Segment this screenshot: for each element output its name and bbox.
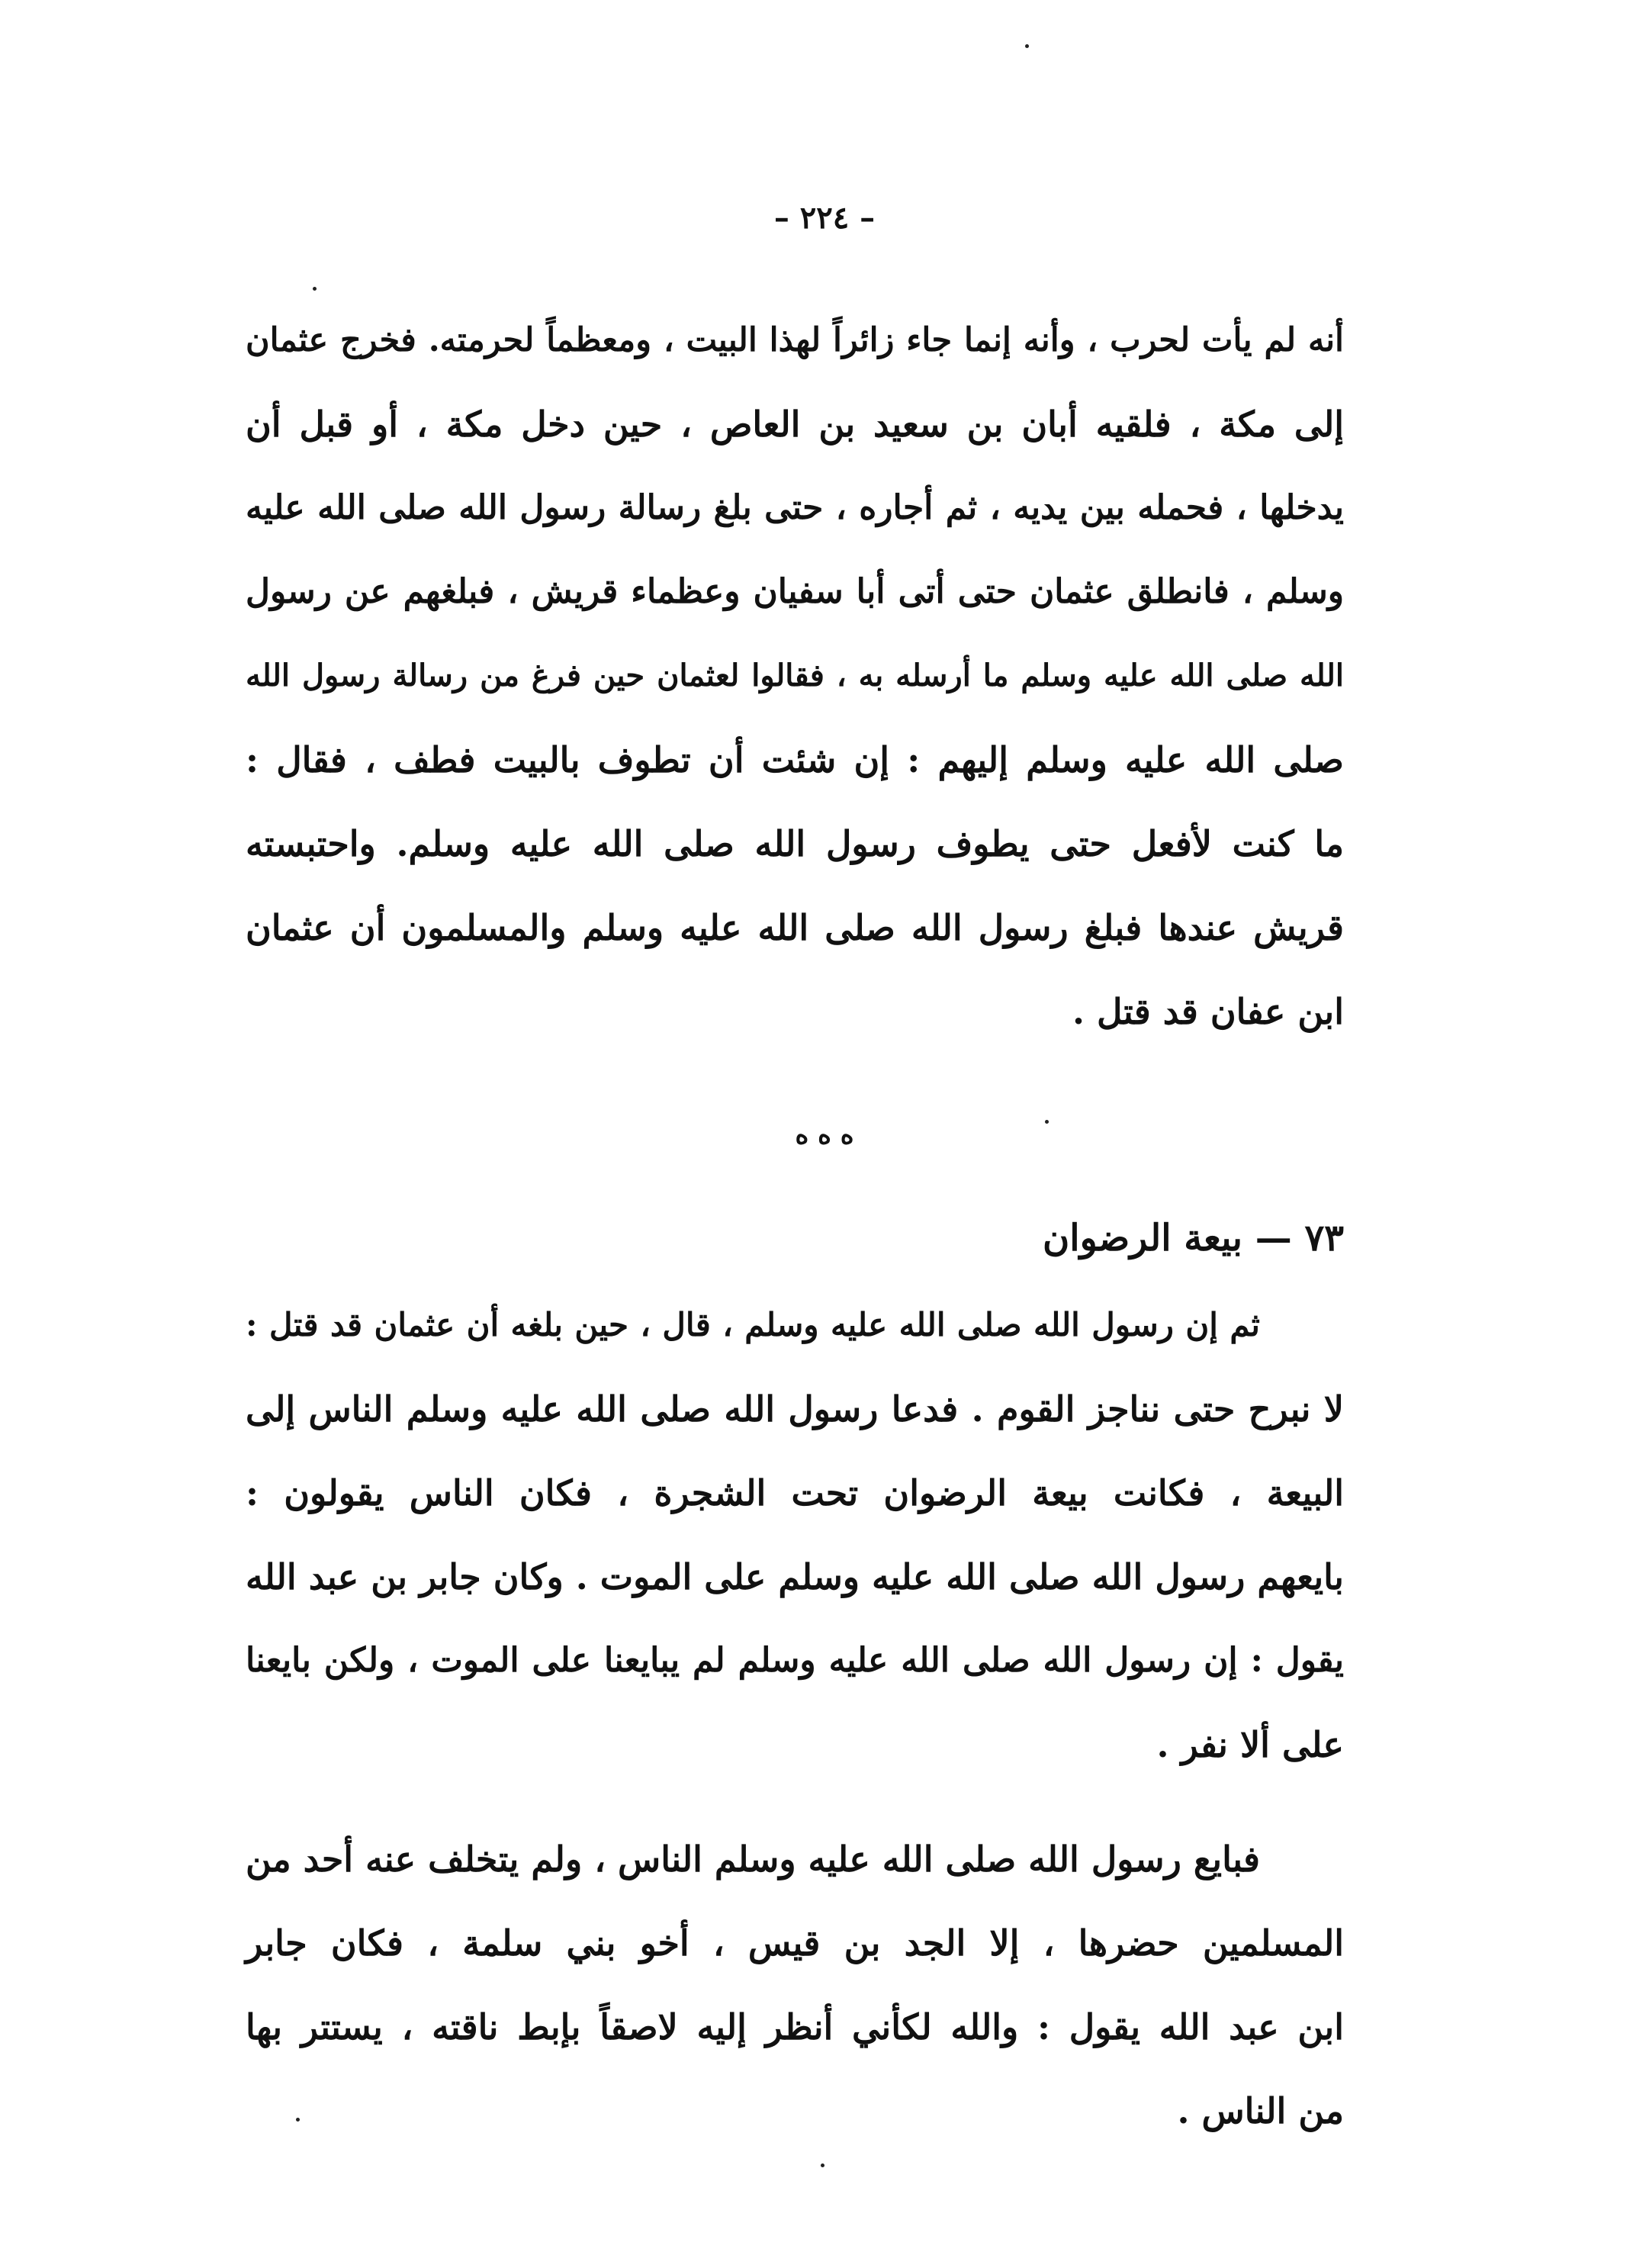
page-number: – ٢٢٤ – [773,200,876,236]
section-separator: ﻩ ﻩ ﻩ [795,1120,854,1150]
text-line: بايعهم رسول الله صلى الله عليه وسلم على الموت . وكان جابر بن عبد الله [246,1556,1344,1597]
scan-speck [1025,44,1029,48]
text-line: على ألا نفر . [1156,1724,1344,1765]
text-line: ما كنت لأفعل حتى يطوف رسول الله صلى الله عليه وسلم. واحتبسته [246,823,1344,864]
text-line: المسلمين حضرها ، إلا الجد بن قيس ، أخو بني سلمة ، فكان جابر [246,1922,1344,1964]
text-line: صلى الله عليه وسلم إليهم : إن شئت أن تطوف بالبيت فطف ، فقال : [246,739,1344,780]
text-line: ثم إن رسول الله صلى الله عليه وسلم ، قال ، حين بلغه أن عثمان قد قتل : [246,1306,1260,1343]
text-line: فبايع رسول الله صلى الله عليه وسلم الناس ، ولم يتخلف عنه أحد من [246,1839,1260,1880]
text-line: الله صلى الله عليه وسلم ما أرسله به ، فقالوا لعثمان حين فرغ من رسالة رسول الله [246,658,1344,693]
text-line: البيعة ، فكانت بيعة الرضوان تحت الشجرة ، فكان الناس يقولون : [246,1472,1344,1514]
paragraph-3 [246,1817,1344,2153]
text-line: ابن عفان قد قتل . [1072,991,1344,1032]
text-line: ابن عبد الله يقول : والله لكأني أنظر إليه لاصقاً بإبط ناقته ، يستتر بها [246,2006,1344,2048]
section-heading: ٧٣ — بيعة الرضوان [1042,1217,1344,1259]
scan-speck [821,2163,824,2167]
text-line: يقول : إن رسول الله صلى الله عليه وسلم لم يبايعنا على الموت ، ولكن بايعنا [246,1641,1344,1680]
paragraph-2 [246,1283,1344,1787]
text-line: وسلم ، فانطلق عثمان حتى أتى أبا سفيان وعظماء قريش ، فبلغهم عن رسول [246,572,1344,611]
text-line: لا نبرح حتى نناجز القوم . فدعا رسول الله صلى الله عليه وسلم الناس إلى [246,1388,1344,1430]
text-line: قريش عندها فبلغ رسول الله صلى الله عليه وسلم والمسلمون أن عثمان [246,907,1344,948]
text-line: إلى مكة ، فلقيه أبان بن سعيد بن العاص ، حين دخل مكة ، أو قبل أن [246,404,1344,445]
scan-speck [313,287,317,291]
text-line: يدخلها ، فحمله بين يديه ، ثم أجاره ، حتى بلغ رسالة رسول الله صلى الله عليه [246,488,1344,527]
text-line: أنه لم يأت لحرب ، وأنه إنما جاء زائراً لهذا البيت ، ومعظماً لحرمته. فخرج عثمان [246,321,1344,359]
text-line: من الناس . [1177,2090,1344,2131]
paragraph-1 [246,298,1344,1054]
